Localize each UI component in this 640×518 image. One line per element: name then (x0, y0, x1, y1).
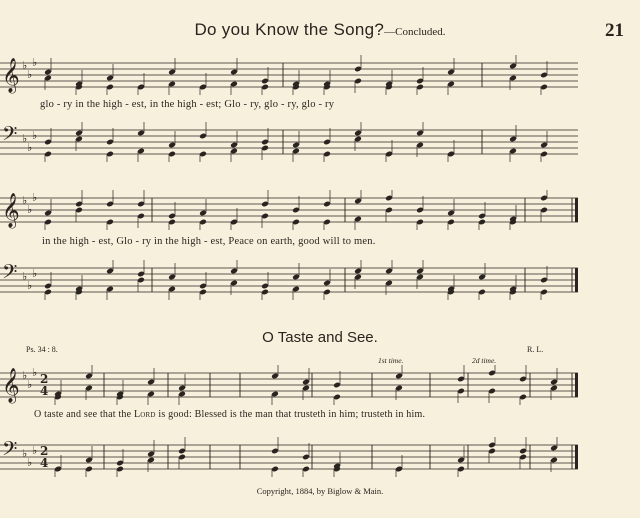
scripture-reference: Ps. 34 : 8. (26, 345, 58, 354)
title-suffix: —Concluded. (384, 26, 446, 38)
flat-icon: ♭ (22, 369, 28, 382)
lyrics-line-3 (34, 409, 425, 420)
flat-icon: ♭ (22, 59, 28, 72)
bass-staff (0, 122, 640, 162)
time-signature: 4 (40, 456, 49, 470)
flat-icon: ♭ (22, 270, 28, 283)
final-bar-line (575, 268, 578, 292)
final-bar-line (575, 445, 578, 469)
copyright-notice: Copyright, 1884, by Biglow & Main. (256, 486, 384, 496)
time-signature: 2 (40, 444, 49, 458)
author-initials: R. L. (527, 345, 544, 354)
flat-icon: ♭ (22, 194, 28, 207)
flat-icon: ♭ (32, 56, 38, 69)
system-3-bass (0, 437, 640, 477)
system-2-treble (0, 190, 640, 230)
flat-icon: ♭ (32, 366, 38, 379)
flat-icon: ♭ (32, 444, 38, 457)
lyrics-part-b: is good: Blessed is the man that trusteth in him; trusteth in him. (155, 409, 426, 420)
treble-staff (0, 365, 640, 405)
time-signature: 2 (40, 372, 49, 386)
treble-staff (0, 55, 640, 95)
page-number: 21 (605, 20, 624, 41)
flat-icon: ♭ (27, 203, 33, 216)
flat-icon: ♭ (32, 191, 38, 204)
lyrics-line-2: in the high - est, Glo - ry in the high - est, Peace on earth, good will to men. (42, 236, 376, 247)
bass-clef-icon: 𝄢 (2, 122, 18, 150)
second-ending-label: 2d time. (472, 356, 497, 365)
hymn-title-1 (0, 20, 640, 40)
treble-clef-icon: 𝄞 (2, 58, 20, 93)
bass-staff (0, 437, 640, 477)
treble-clef-icon: 𝄞 (2, 193, 20, 228)
system-1-treble (0, 55, 640, 95)
hymn-title-2: O Taste and See. (262, 329, 378, 346)
system-3-treble (0, 365, 640, 405)
title-text: Do you Know the Song? (194, 20, 385, 39)
first-ending-label: 1st time. (378, 356, 404, 365)
treble-clef-icon: 𝄞 (2, 368, 20, 403)
flat-icon: ♭ (27, 68, 33, 81)
flat-icon: ♭ (32, 129, 38, 142)
final-bar-line (575, 198, 578, 222)
lyrics-part-a: O taste and see that the (34, 409, 134, 420)
flat-icon: ♭ (22, 447, 28, 460)
flat-icon: ♭ (27, 378, 33, 391)
flat-icon: ♭ (32, 267, 38, 280)
treble-staff (0, 190, 640, 230)
lyrics-lord: Lord (133, 409, 156, 420)
flat-icon: ♭ (27, 456, 33, 469)
bass-clef-icon: 𝄢 (2, 437, 18, 465)
flat-icon: ♭ (27, 279, 33, 292)
system-2-bass (0, 260, 640, 300)
system-1-bass (0, 122, 640, 162)
flat-icon: ♭ (27, 141, 33, 154)
flat-icon: ♭ (22, 132, 28, 145)
bass-clef-icon: 𝄢 (2, 260, 18, 288)
final-bar-line (575, 373, 578, 397)
time-signature: 4 (40, 384, 49, 398)
lyrics-line-1: glo - ry in the high - est, in the high - est; Glo - ry, glo - ry, glo - ry (40, 99, 335, 110)
bass-staff (0, 260, 640, 300)
